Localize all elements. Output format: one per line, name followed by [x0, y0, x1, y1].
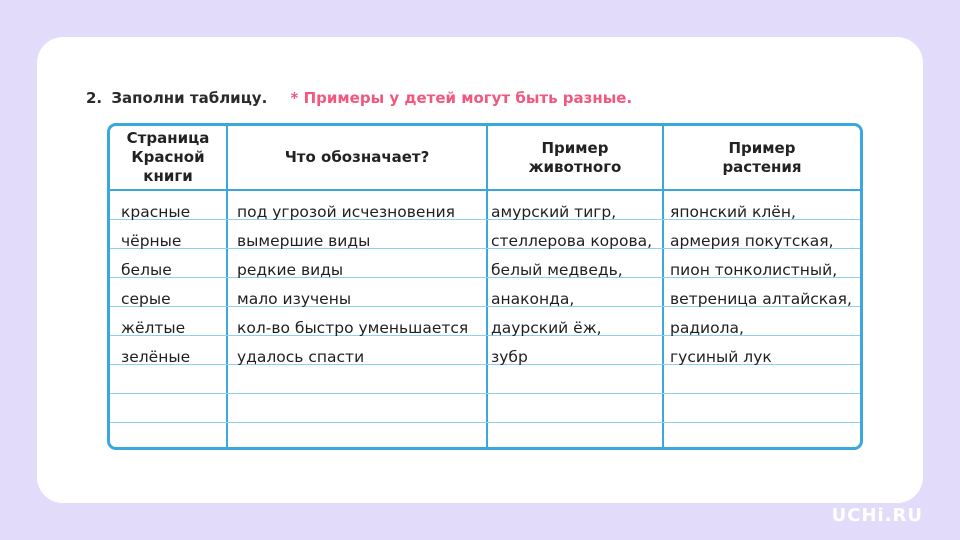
task-note: * Примеры у детей могут быть разные. — [290, 89, 633, 107]
header-animal-example: Пример животного — [528, 138, 622, 176]
cell-page-color: жёлтые — [121, 319, 186, 337]
cell-page-color: белые — [121, 261, 172, 279]
row-divider — [110, 335, 860, 336]
cell-animal: зубр — [491, 348, 528, 366]
cell-meaning: мало изучены — [237, 290, 352, 308]
cell-meaning: удалось спасти — [237, 348, 365, 366]
cell-animal: амурский тигр, — [491, 203, 617, 221]
task-heading — [86, 89, 632, 107]
cell-plant: гусиный лук — [670, 348, 772, 366]
row-divider — [110, 393, 860, 394]
cell-plant: пион тонколистный, — [670, 261, 838, 279]
cell-page-color: чёрные — [121, 232, 182, 250]
row-divider — [110, 422, 860, 423]
header-meaning: Что обозначает? — [284, 148, 430, 166]
task-number: 2. — [86, 89, 103, 107]
cell-meaning: под угрозой исчезновения — [237, 203, 455, 221]
cell-page-color: красные — [121, 203, 191, 221]
header-plant-example: Пример растения — [722, 138, 802, 176]
cell-plant: ветреница алтайская, — [670, 290, 852, 308]
cell-meaning: редкие виды — [237, 261, 344, 279]
task-instruction: Заполни таблицу. — [111, 89, 268, 107]
cell-plant: японский клён, — [670, 203, 796, 221]
cell-meaning: вымершие виды — [237, 232, 371, 250]
cell-plant: армерия покутская, — [670, 232, 834, 250]
cell-animal: белый медведь, — [491, 261, 623, 279]
cell-animal: даурский ёж, — [491, 319, 602, 337]
brand-watermark: UCHi.RU — [831, 505, 923, 526]
cell-plant: радиола, — [670, 319, 744, 337]
header-divider — [110, 189, 860, 191]
cell-meaning: кол-во быстро уменьшается — [237, 319, 469, 337]
header-red-book-page: Страница Красной книги — [126, 129, 210, 185]
red-book-table — [107, 123, 863, 450]
cell-animal: стеллерова корова, — [491, 232, 653, 250]
cell-page-color: серые — [121, 290, 171, 308]
cell-animal: анаконда, — [491, 290, 575, 308]
cell-page-color: зелёные — [121, 348, 191, 366]
